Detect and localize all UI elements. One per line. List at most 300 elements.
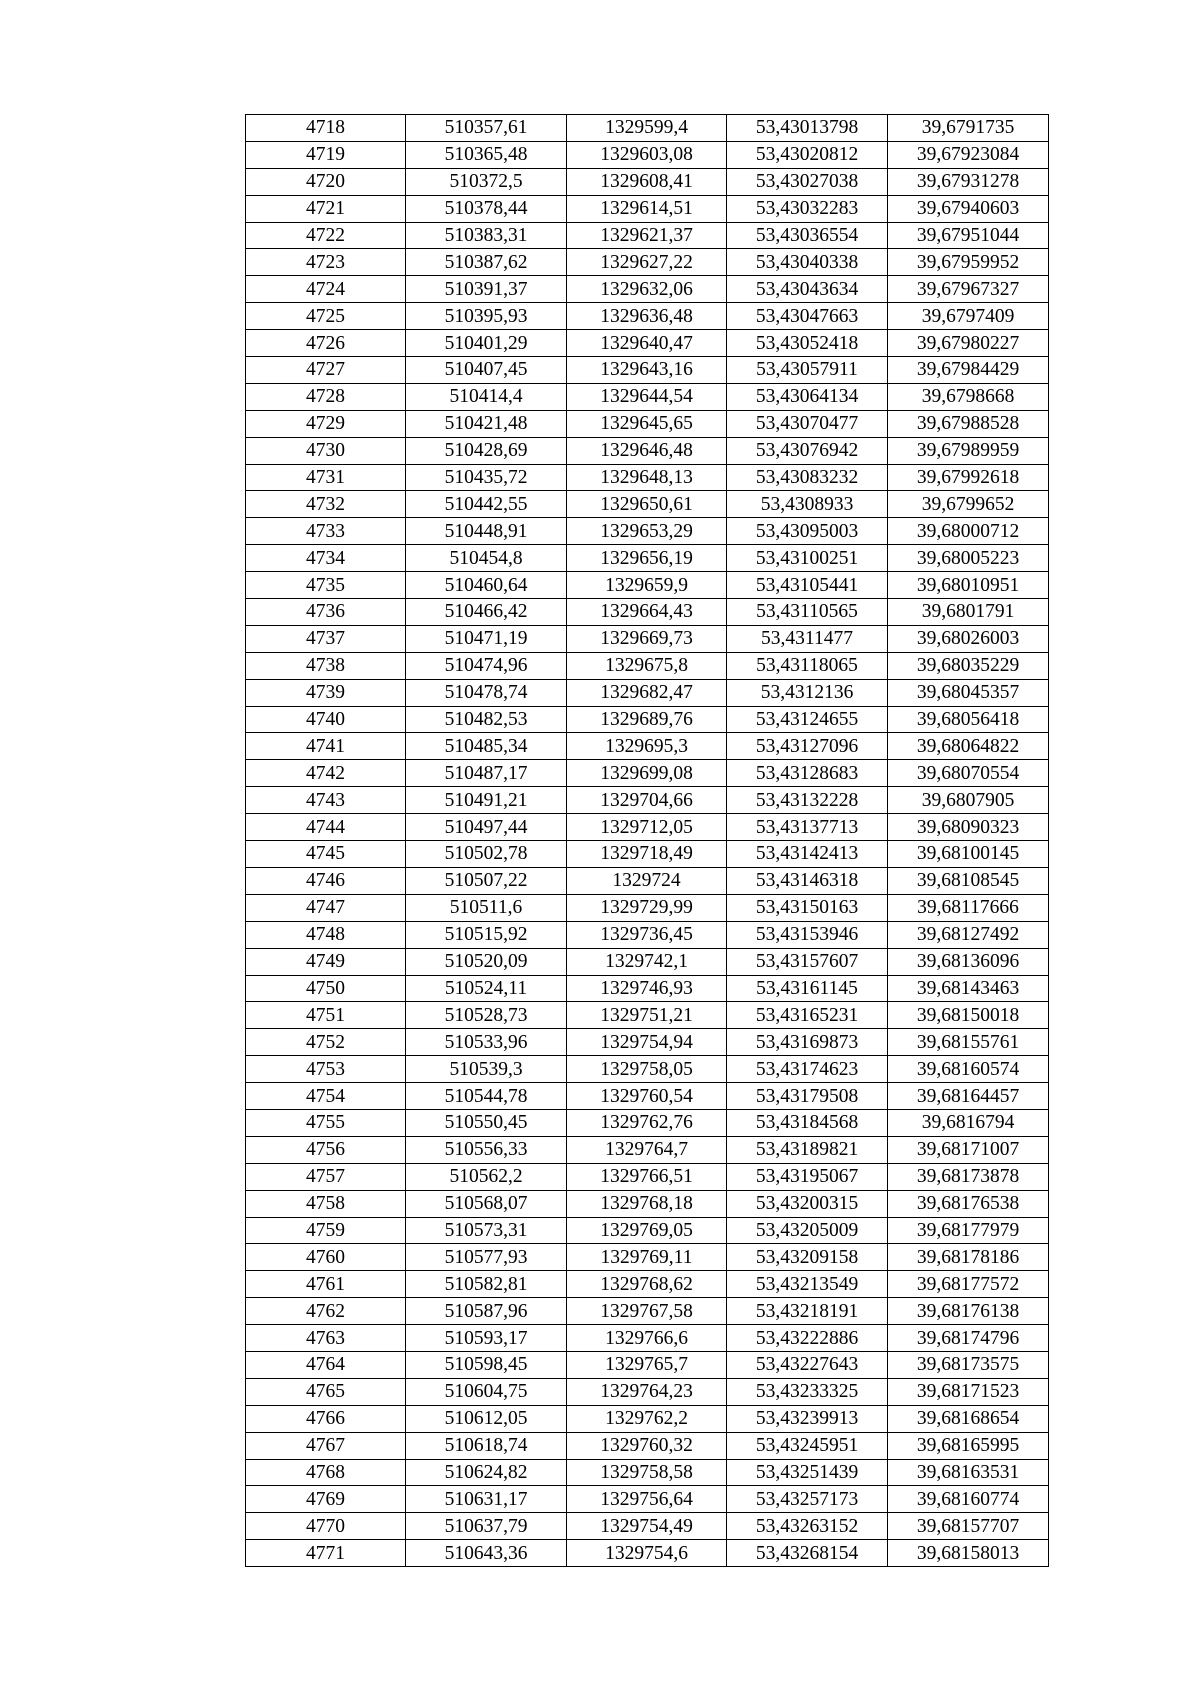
y-coordinate-cell: 1329724 — [567, 867, 727, 894]
x-coordinate-cell: 510485,34 — [406, 733, 567, 760]
longitude-cell: 39,67931278 — [888, 168, 1049, 195]
y-coordinate-cell: 1329754,49 — [567, 1513, 727, 1540]
longitude-cell: 39,68064822 — [888, 733, 1049, 760]
table-row — [246, 867, 1049, 894]
y-coordinate-cell: 1329751,21 — [567, 1002, 727, 1029]
x-coordinate-cell: 510507,22 — [406, 867, 567, 894]
latitude-cell: 53,43036554 — [727, 222, 888, 249]
point-number-cell: 4722 — [246, 222, 406, 249]
longitude-cell: 39,68178186 — [888, 1244, 1049, 1271]
table-row — [246, 1378, 1049, 1405]
table-row — [246, 491, 1049, 518]
x-coordinate-cell: 510372,5 — [406, 168, 567, 195]
y-coordinate-cell: 1329640,47 — [567, 330, 727, 357]
point-number-cell: 4729 — [246, 410, 406, 437]
longitude-cell: 39,68150018 — [888, 1002, 1049, 1029]
point-number-cell: 4761 — [246, 1271, 406, 1298]
y-coordinate-cell: 1329767,58 — [567, 1298, 727, 1325]
x-coordinate-cell: 510487,17 — [406, 760, 567, 787]
longitude-cell: 39,6816794 — [888, 1109, 1049, 1136]
latitude-cell: 53,43218191 — [727, 1298, 888, 1325]
y-coordinate-cell: 1329760,32 — [567, 1432, 727, 1459]
y-coordinate-cell: 1329718,49 — [567, 841, 727, 868]
x-coordinate-cell: 510442,55 — [406, 491, 567, 518]
table-row — [246, 1244, 1049, 1271]
point-number-cell: 4731 — [246, 464, 406, 491]
latitude-cell: 53,43222886 — [727, 1325, 888, 1352]
table-row — [246, 1513, 1049, 1540]
longitude-cell: 39,68000712 — [888, 518, 1049, 545]
latitude-cell: 53,43076942 — [727, 437, 888, 464]
longitude-cell: 39,68158013 — [888, 1540, 1049, 1567]
longitude-cell: 39,68168654 — [888, 1405, 1049, 1432]
latitude-cell: 53,43142413 — [727, 841, 888, 868]
latitude-cell: 53,43227643 — [727, 1351, 888, 1378]
table-row — [246, 1109, 1049, 1136]
y-coordinate-cell: 1329766,6 — [567, 1325, 727, 1352]
y-coordinate-cell: 1329769,05 — [567, 1217, 727, 1244]
table-row — [246, 195, 1049, 222]
longitude-cell: 39,6797409 — [888, 303, 1049, 330]
point-number-cell: 4727 — [246, 357, 406, 384]
latitude-cell: 53,43165231 — [727, 1002, 888, 1029]
longitude-cell: 39,6799652 — [888, 491, 1049, 518]
table-row — [246, 975, 1049, 1002]
x-coordinate-cell: 510593,17 — [406, 1325, 567, 1352]
table-row — [246, 760, 1049, 787]
table-row — [246, 814, 1049, 841]
latitude-cell: 53,43169873 — [727, 1029, 888, 1056]
latitude-cell: 53,43233325 — [727, 1378, 888, 1405]
x-coordinate-cell: 510556,33 — [406, 1136, 567, 1163]
table-row — [246, 841, 1049, 868]
x-coordinate-cell: 510568,07 — [406, 1190, 567, 1217]
x-coordinate-cell: 510482,53 — [406, 706, 567, 733]
x-coordinate-cell: 510618,74 — [406, 1432, 567, 1459]
latitude-cell: 53,4311477 — [727, 625, 888, 652]
longitude-cell: 39,68171007 — [888, 1136, 1049, 1163]
latitude-cell: 53,43179508 — [727, 1083, 888, 1110]
point-number-cell: 4718 — [246, 115, 406, 142]
y-coordinate-cell: 1329760,54 — [567, 1083, 727, 1110]
table-row — [246, 1217, 1049, 1244]
table-row — [246, 437, 1049, 464]
x-coordinate-cell: 510460,64 — [406, 572, 567, 599]
y-coordinate-cell: 1329742,1 — [567, 948, 727, 975]
x-coordinate-cell: 510511,6 — [406, 894, 567, 921]
x-coordinate-cell: 510587,96 — [406, 1298, 567, 1325]
x-coordinate-cell: 510539,3 — [406, 1056, 567, 1083]
x-coordinate-cell: 510524,11 — [406, 975, 567, 1002]
x-coordinate-cell: 510454,8 — [406, 545, 567, 572]
x-coordinate-cell: 510491,21 — [406, 787, 567, 814]
longitude-cell: 39,68090323 — [888, 814, 1049, 841]
table-row — [246, 921, 1049, 948]
y-coordinate-cell: 1329648,13 — [567, 464, 727, 491]
x-coordinate-cell: 510604,75 — [406, 1378, 567, 1405]
latitude-cell: 53,43205009 — [727, 1217, 888, 1244]
y-coordinate-cell: 1329682,47 — [567, 679, 727, 706]
table-row — [246, 1190, 1049, 1217]
longitude-cell: 39,67923084 — [888, 141, 1049, 168]
y-coordinate-cell: 1329669,73 — [567, 625, 727, 652]
longitude-cell: 39,68177572 — [888, 1271, 1049, 1298]
x-coordinate-cell: 510391,37 — [406, 276, 567, 303]
table-row — [246, 330, 1049, 357]
point-number-cell: 4756 — [246, 1136, 406, 1163]
x-coordinate-cell: 510466,42 — [406, 599, 567, 626]
longitude-cell: 39,68176538 — [888, 1190, 1049, 1217]
latitude-cell: 53,43213549 — [727, 1271, 888, 1298]
longitude-cell: 39,68117666 — [888, 894, 1049, 921]
x-coordinate-cell: 510643,36 — [406, 1540, 567, 1567]
point-number-cell: 4750 — [246, 975, 406, 1002]
longitude-cell: 39,67988528 — [888, 410, 1049, 437]
y-coordinate-cell: 1329689,76 — [567, 706, 727, 733]
y-coordinate-cell: 1329699,08 — [567, 760, 727, 787]
point-number-cell: 4769 — [246, 1486, 406, 1513]
table-row — [246, 222, 1049, 249]
longitude-cell: 39,68100145 — [888, 841, 1049, 868]
table-row — [246, 383, 1049, 410]
point-number-cell: 4751 — [246, 1002, 406, 1029]
longitude-cell: 39,68108545 — [888, 867, 1049, 894]
longitude-cell: 39,68165995 — [888, 1432, 1049, 1459]
x-coordinate-cell: 510612,05 — [406, 1405, 567, 1432]
table-row — [246, 1351, 1049, 1378]
x-coordinate-cell: 510383,31 — [406, 222, 567, 249]
table-row — [246, 1325, 1049, 1352]
longitude-cell: 39,68171523 — [888, 1378, 1049, 1405]
longitude-cell: 39,68045357 — [888, 679, 1049, 706]
latitude-cell: 53,43209158 — [727, 1244, 888, 1271]
table-row — [246, 894, 1049, 921]
x-coordinate-cell: 510637,79 — [406, 1513, 567, 1540]
point-number-cell: 4766 — [246, 1405, 406, 1432]
table-row — [246, 545, 1049, 572]
table-row — [246, 168, 1049, 195]
x-coordinate-cell: 510378,44 — [406, 195, 567, 222]
latitude-cell: 53,43157607 — [727, 948, 888, 975]
table-row — [246, 464, 1049, 491]
y-coordinate-cell: 1329756,64 — [567, 1486, 727, 1513]
y-coordinate-cell: 1329765,7 — [567, 1351, 727, 1378]
latitude-cell: 53,43251439 — [727, 1459, 888, 1486]
latitude-cell: 53,43100251 — [727, 545, 888, 572]
point-number-cell: 4767 — [246, 1432, 406, 1459]
point-number-cell: 4732 — [246, 491, 406, 518]
longitude-cell: 39,68163531 — [888, 1459, 1049, 1486]
longitude-cell: 39,68070554 — [888, 760, 1049, 787]
coordinates-table — [245, 114, 1049, 1567]
point-number-cell: 4770 — [246, 1513, 406, 1540]
longitude-cell: 39,68005223 — [888, 545, 1049, 572]
y-coordinate-cell: 1329764,7 — [567, 1136, 727, 1163]
x-coordinate-cell: 510435,72 — [406, 464, 567, 491]
latitude-cell: 53,43137713 — [727, 814, 888, 841]
y-coordinate-cell: 1329656,19 — [567, 545, 727, 572]
latitude-cell: 53,43105441 — [727, 572, 888, 599]
y-coordinate-cell: 1329764,23 — [567, 1378, 727, 1405]
table-row — [246, 948, 1049, 975]
point-number-cell: 4737 — [246, 625, 406, 652]
x-coordinate-cell: 510395,93 — [406, 303, 567, 330]
table-row — [246, 249, 1049, 276]
point-number-cell: 4759 — [246, 1217, 406, 1244]
latitude-cell: 53,43200315 — [727, 1190, 888, 1217]
y-coordinate-cell: 1329603,08 — [567, 141, 727, 168]
latitude-cell: 53,43118065 — [727, 652, 888, 679]
point-number-cell: 4719 — [246, 141, 406, 168]
y-coordinate-cell: 1329645,65 — [567, 410, 727, 437]
table-row — [246, 518, 1049, 545]
y-coordinate-cell: 1329632,06 — [567, 276, 727, 303]
y-coordinate-cell: 1329768,62 — [567, 1271, 727, 1298]
longitude-cell: 39,68173878 — [888, 1163, 1049, 1190]
longitude-cell: 39,68160774 — [888, 1486, 1049, 1513]
latitude-cell: 53,43127096 — [727, 733, 888, 760]
latitude-cell: 53,43263152 — [727, 1513, 888, 1540]
longitude-cell: 39,68174796 — [888, 1325, 1049, 1352]
latitude-cell: 53,43153946 — [727, 921, 888, 948]
table-row — [246, 1432, 1049, 1459]
longitude-cell: 39,6807905 — [888, 787, 1049, 814]
longitude-cell: 39,67951044 — [888, 222, 1049, 249]
longitude-cell: 39,67980227 — [888, 330, 1049, 357]
longitude-cell: 39,68026003 — [888, 625, 1049, 652]
table-row — [246, 1136, 1049, 1163]
latitude-cell: 53,43020812 — [727, 141, 888, 168]
y-coordinate-cell: 1329729,99 — [567, 894, 727, 921]
table-row — [246, 1029, 1049, 1056]
y-coordinate-cell: 1329644,54 — [567, 383, 727, 410]
table-row — [246, 572, 1049, 599]
latitude-cell: 53,43027038 — [727, 168, 888, 195]
x-coordinate-cell: 510448,91 — [406, 518, 567, 545]
x-coordinate-cell: 510471,19 — [406, 625, 567, 652]
point-number-cell: 4743 — [246, 787, 406, 814]
point-number-cell: 4760 — [246, 1244, 406, 1271]
y-coordinate-cell: 1329646,48 — [567, 437, 727, 464]
longitude-cell: 39,6791735 — [888, 115, 1049, 142]
point-number-cell: 4754 — [246, 1083, 406, 1110]
point-number-cell: 4757 — [246, 1163, 406, 1190]
table-row — [246, 141, 1049, 168]
point-number-cell: 4721 — [246, 195, 406, 222]
y-coordinate-cell: 1329768,18 — [567, 1190, 727, 1217]
latitude-cell: 53,4312136 — [727, 679, 888, 706]
point-number-cell: 4720 — [246, 168, 406, 195]
point-number-cell: 4746 — [246, 867, 406, 894]
y-coordinate-cell: 1329650,61 — [567, 491, 727, 518]
point-number-cell: 4755 — [246, 1109, 406, 1136]
point-number-cell: 4764 — [246, 1351, 406, 1378]
x-coordinate-cell: 510357,61 — [406, 115, 567, 142]
point-number-cell: 4723 — [246, 249, 406, 276]
latitude-cell: 53,43150163 — [727, 894, 888, 921]
latitude-cell: 53,43257173 — [727, 1486, 888, 1513]
latitude-cell: 53,43064134 — [727, 383, 888, 410]
y-coordinate-cell: 1329758,05 — [567, 1056, 727, 1083]
latitude-cell: 53,43070477 — [727, 410, 888, 437]
table-row — [246, 1298, 1049, 1325]
y-coordinate-cell: 1329664,43 — [567, 599, 727, 626]
latitude-cell: 53,43132228 — [727, 787, 888, 814]
longitude-cell: 39,6798668 — [888, 383, 1049, 410]
x-coordinate-cell: 510582,81 — [406, 1271, 567, 1298]
point-number-cell: 4765 — [246, 1378, 406, 1405]
y-coordinate-cell: 1329758,58 — [567, 1459, 727, 1486]
x-coordinate-cell: 510598,45 — [406, 1351, 567, 1378]
latitude-cell: 53,43245951 — [727, 1432, 888, 1459]
point-number-cell: 4745 — [246, 841, 406, 868]
longitude-cell: 39,68136096 — [888, 948, 1049, 975]
longitude-cell: 39,68155761 — [888, 1029, 1049, 1056]
table-row — [246, 1486, 1049, 1513]
point-number-cell: 4749 — [246, 948, 406, 975]
longitude-cell: 39,68177979 — [888, 1217, 1049, 1244]
longitude-cell: 39,68056418 — [888, 706, 1049, 733]
y-coordinate-cell: 1329675,8 — [567, 652, 727, 679]
latitude-cell: 53,43057911 — [727, 357, 888, 384]
x-coordinate-cell: 510497,44 — [406, 814, 567, 841]
point-number-cell: 4728 — [246, 383, 406, 410]
x-coordinate-cell: 510562,2 — [406, 1163, 567, 1190]
longitude-cell: 39,68143463 — [888, 975, 1049, 1002]
table-row — [246, 115, 1049, 142]
longitude-cell: 39,68160574 — [888, 1056, 1049, 1083]
point-number-cell: 4725 — [246, 303, 406, 330]
table-row — [246, 303, 1049, 330]
point-number-cell: 4724 — [246, 276, 406, 303]
point-number-cell: 4758 — [246, 1190, 406, 1217]
point-number-cell: 4739 — [246, 679, 406, 706]
point-number-cell: 4771 — [246, 1540, 406, 1567]
point-number-cell: 4763 — [246, 1325, 406, 1352]
y-coordinate-cell: 1329754,6 — [567, 1540, 727, 1567]
table-row — [246, 1405, 1049, 1432]
y-coordinate-cell: 1329762,2 — [567, 1405, 727, 1432]
latitude-cell: 53,43043634 — [727, 276, 888, 303]
longitude-cell: 39,67984429 — [888, 357, 1049, 384]
latitude-cell: 53,43161145 — [727, 975, 888, 1002]
latitude-cell: 53,43052418 — [727, 330, 888, 357]
y-coordinate-cell: 1329695,3 — [567, 733, 727, 760]
latitude-cell: 53,43146318 — [727, 867, 888, 894]
point-number-cell: 4741 — [246, 733, 406, 760]
table-row — [246, 1002, 1049, 1029]
table-row — [246, 787, 1049, 814]
latitude-cell: 53,4308933 — [727, 491, 888, 518]
point-number-cell: 4734 — [246, 545, 406, 572]
point-number-cell: 4735 — [246, 572, 406, 599]
y-coordinate-cell: 1329704,66 — [567, 787, 727, 814]
latitude-cell: 53,43040338 — [727, 249, 888, 276]
table-row — [246, 1163, 1049, 1190]
point-number-cell: 4768 — [246, 1459, 406, 1486]
longitude-cell: 39,67989959 — [888, 437, 1049, 464]
point-number-cell: 4753 — [246, 1056, 406, 1083]
table-row — [246, 652, 1049, 679]
point-number-cell: 4738 — [246, 652, 406, 679]
y-coordinate-cell: 1329754,94 — [567, 1029, 727, 1056]
longitude-cell: 39,68157707 — [888, 1513, 1049, 1540]
y-coordinate-cell: 1329736,45 — [567, 921, 727, 948]
x-coordinate-cell: 510573,31 — [406, 1217, 567, 1244]
x-coordinate-cell: 510544,78 — [406, 1083, 567, 1110]
x-coordinate-cell: 510520,09 — [406, 948, 567, 975]
x-coordinate-cell: 510550,45 — [406, 1109, 567, 1136]
x-coordinate-cell: 510428,69 — [406, 437, 567, 464]
table-row — [246, 1056, 1049, 1083]
x-coordinate-cell: 510631,17 — [406, 1486, 567, 1513]
x-coordinate-cell: 510421,48 — [406, 410, 567, 437]
longitude-cell: 39,67992618 — [888, 464, 1049, 491]
x-coordinate-cell: 510414,4 — [406, 383, 567, 410]
longitude-cell: 39,6801791 — [888, 599, 1049, 626]
table-row — [246, 599, 1049, 626]
y-coordinate-cell: 1329659,9 — [567, 572, 727, 599]
x-coordinate-cell: 510401,29 — [406, 330, 567, 357]
table-row — [246, 625, 1049, 652]
coordinates-table-body — [246, 115, 1049, 1567]
longitude-cell: 39,67959952 — [888, 249, 1049, 276]
point-number-cell: 4730 — [246, 437, 406, 464]
latitude-cell: 53,43124655 — [727, 706, 888, 733]
latitude-cell: 53,43110565 — [727, 599, 888, 626]
y-coordinate-cell: 1329621,37 — [567, 222, 727, 249]
x-coordinate-cell: 510515,92 — [406, 921, 567, 948]
longitude-cell: 39,68035229 — [888, 652, 1049, 679]
y-coordinate-cell: 1329636,48 — [567, 303, 727, 330]
longitude-cell: 39,68164457 — [888, 1083, 1049, 1110]
y-coordinate-cell: 1329746,93 — [567, 975, 727, 1002]
y-coordinate-cell: 1329599,4 — [567, 115, 727, 142]
y-coordinate-cell: 1329653,29 — [567, 518, 727, 545]
y-coordinate-cell: 1329769,11 — [567, 1244, 727, 1271]
longitude-cell: 39,68127492 — [888, 921, 1049, 948]
table-row — [246, 679, 1049, 706]
x-coordinate-cell: 510478,74 — [406, 679, 567, 706]
point-number-cell: 4740 — [246, 706, 406, 733]
x-coordinate-cell: 510407,45 — [406, 357, 567, 384]
point-number-cell: 4736 — [246, 599, 406, 626]
point-number-cell: 4742 — [246, 760, 406, 787]
latitude-cell: 53,43095003 — [727, 518, 888, 545]
latitude-cell: 53,43047663 — [727, 303, 888, 330]
x-coordinate-cell: 510577,93 — [406, 1244, 567, 1271]
longitude-cell: 39,68173575 — [888, 1351, 1049, 1378]
table-row — [246, 1083, 1049, 1110]
table-row — [246, 357, 1049, 384]
table-row — [246, 733, 1049, 760]
x-coordinate-cell: 510502,78 — [406, 841, 567, 868]
longitude-cell: 39,67967327 — [888, 276, 1049, 303]
latitude-cell: 53,43184568 — [727, 1109, 888, 1136]
point-number-cell: 4733 — [246, 518, 406, 545]
table-row — [246, 276, 1049, 303]
x-coordinate-cell: 510387,62 — [406, 249, 567, 276]
latitude-cell: 53,43195067 — [727, 1163, 888, 1190]
x-coordinate-cell: 510533,96 — [406, 1029, 567, 1056]
y-coordinate-cell: 1329643,16 — [567, 357, 727, 384]
point-number-cell: 4726 — [246, 330, 406, 357]
longitude-cell: 39,68176138 — [888, 1298, 1049, 1325]
x-coordinate-cell: 510474,96 — [406, 652, 567, 679]
longitude-cell: 39,68010951 — [888, 572, 1049, 599]
latitude-cell: 53,43083232 — [727, 464, 888, 491]
latitude-cell: 53,43128683 — [727, 760, 888, 787]
